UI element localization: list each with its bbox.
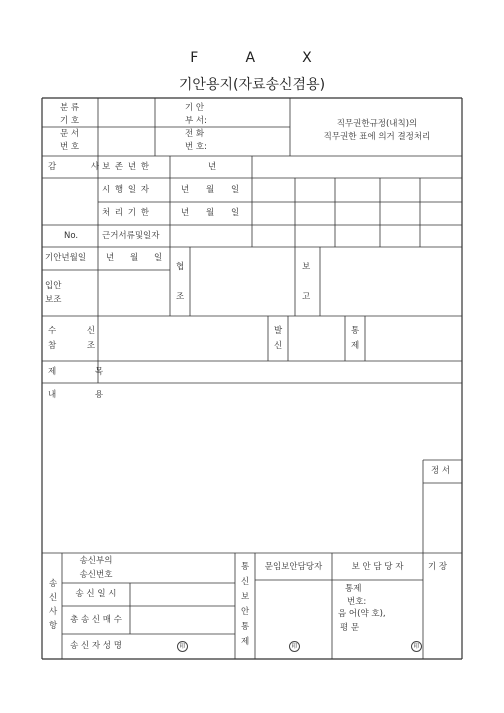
comm-security-label: 보	[241, 592, 250, 602]
control-label: 통	[351, 326, 360, 336]
dept-number-label: 송신부의	[79, 556, 113, 566]
datetime-label: 송 신 일 시	[75, 589, 117, 599]
draft-date-unit: 일	[154, 253, 163, 263]
comm-security-label: 제	[241, 637, 250, 647]
sender-label: 신	[274, 341, 283, 351]
sender-name-label: 송 신 자 성 명	[70, 641, 122, 651]
basis-documents-label: 근거서류및일자	[102, 231, 160, 241]
fax-letter: F	[190, 50, 201, 66]
drafting-dept-label: 부 서:	[185, 116, 207, 126]
deadline-label: 처 리 기 한	[102, 208, 150, 218]
control-label: 제	[351, 341, 360, 351]
seal-mark-doc-officer: 印	[289, 641, 300, 652]
draft-date-label: 기안년월일	[45, 253, 87, 263]
transmission-label: 신	[49, 593, 58, 603]
report-label: 고	[302, 292, 311, 302]
recorder-label: 기 장	[428, 562, 448, 572]
drafting-dept-label: 기 안	[185, 103, 205, 113]
control-info: 평 문	[340, 623, 360, 633]
cooperation-label: 협	[176, 262, 185, 272]
control-info: 음 어(약 호),	[338, 609, 386, 619]
doc-number-label: 문 서	[60, 129, 80, 139]
enforcement-unit: 일	[231, 185, 240, 195]
comm-security-label: 안	[241, 607, 250, 617]
control-info: 번호:	[347, 597, 367, 607]
fax-letter: A	[245, 50, 258, 66]
sender-label: 발	[274, 326, 283, 336]
form-subtitle: 기안용지(자료송신겸용)	[178, 77, 326, 93]
security-officer-label: 보 안 담 당 자	[351, 562, 404, 572]
authority-note: 직무권한 표에 의거 결정처리	[323, 132, 431, 142]
content-label: 내 용	[48, 390, 122, 400]
draft-date-unit: 월	[130, 253, 139, 263]
authority-note: 직무권한규정(내칙)의	[336, 119, 418, 129]
draft-date-unit: 년	[106, 253, 115, 263]
doc-security-officer-label: 문임보안담당자	[264, 562, 323, 572]
witness-label: 입안	[45, 281, 62, 291]
clean-copy-label: 정 서	[431, 466, 451, 476]
comm-security-label: 신	[241, 577, 250, 587]
phone-label: 전 화	[185, 129, 205, 139]
transmission-label: 송	[49, 579, 58, 589]
reference-label: 참 조	[48, 341, 110, 351]
seal-mark-security-officer: 印	[411, 641, 422, 652]
audit-label: 감 사	[48, 162, 116, 172]
fax-letter: X	[302, 50, 314, 66]
pages-label: 총 송 신 매 수	[70, 615, 122, 625]
dept-number-label: 송신번호	[79, 570, 113, 580]
deadline-unit: 월	[206, 208, 215, 218]
classification-label: 분 류	[60, 103, 80, 113]
retention-label: 보 존 년 한	[102, 162, 150, 172]
transmission-label: 사	[49, 607, 58, 617]
control-info: 통제	[345, 584, 362, 594]
cooperation-label: 조	[176, 292, 185, 302]
seal-mark-sender: 印	[177, 641, 188, 652]
no-label: No.	[64, 231, 79, 241]
deadline-unit: 일	[231, 208, 240, 218]
recipient-label: 수 신	[48, 326, 110, 336]
doc-number-label: 번 호	[60, 142, 80, 152]
comm-security-label: 통	[241, 622, 250, 632]
comm-security-label: 통	[241, 562, 250, 572]
phone-label: 번 호:	[185, 142, 207, 152]
enforcement-date-label: 시 행 일 자	[102, 185, 150, 195]
deadline-unit: 년	[181, 208, 190, 218]
retention-unit: 년	[208, 162, 217, 172]
classification-label: 기 호	[60, 116, 80, 126]
enforcement-unit: 월	[206, 185, 215, 195]
subject-label: 제 목	[48, 367, 122, 377]
report-label: 보	[302, 262, 311, 272]
witness-label: 보조	[45, 295, 62, 305]
enforcement-unit: 년	[181, 185, 190, 195]
transmission-label: 항	[49, 621, 58, 631]
